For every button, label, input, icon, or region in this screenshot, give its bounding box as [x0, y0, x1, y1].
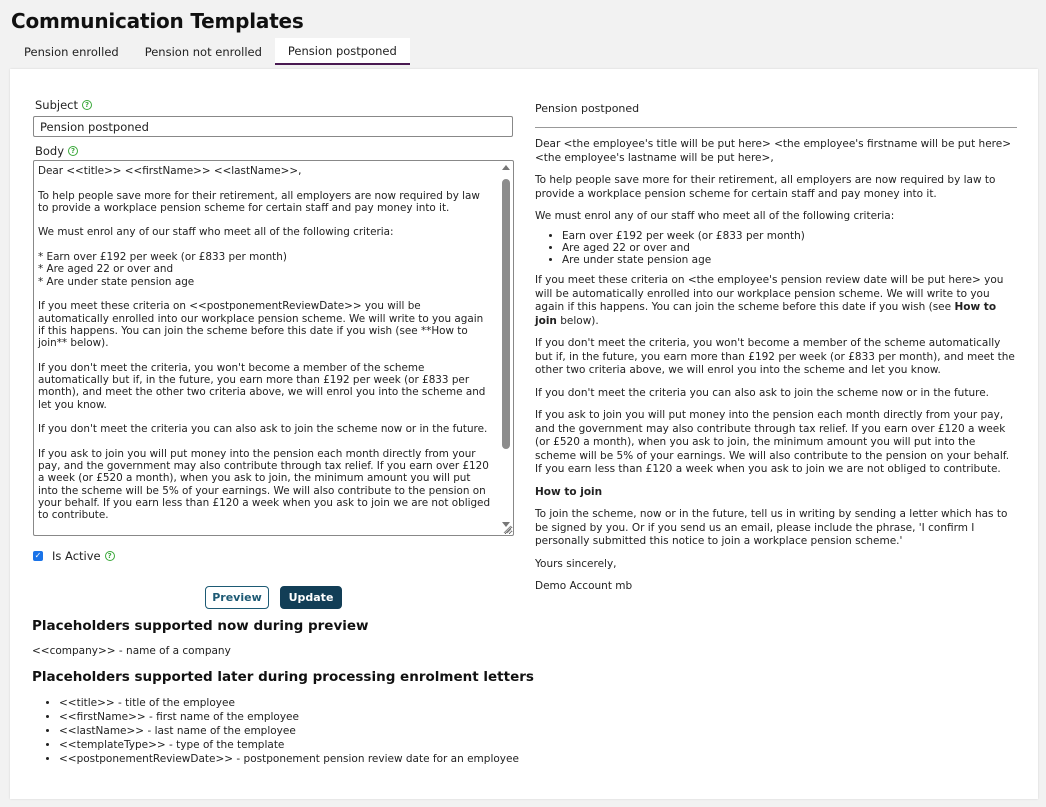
preview-paragraph: To help people save more for their retirement, all employers are now required by law to provide a workplace pension scheme for certain staff and pay money into it.: [535, 174, 996, 200]
preview-button[interactable]: Preview: [205, 586, 269, 609]
preview-subheading: [535, 486, 1017, 500]
preview-greeting: Dear <the employee's title will be put here> <the employee's firstname will be put here> <the employee's lastname will be put here>,: [535, 138, 1011, 164]
preview-bold-text: How to join: [535, 301, 997, 327]
checkbox-check-icon: ✓: [34, 551, 42, 560]
placeholder-now-item: <<company>> - name of a company: [32, 645, 231, 657]
scroll-up-icon[interactable]: [502, 165, 510, 170]
list-item: • <<templateType>> - type of the template: [59, 738, 519, 752]
resize-grip-icon[interactable]: [502, 524, 512, 534]
list-item: • Are under state pension age: [562, 254, 1017, 266]
list-item: • <<title>> - title of the employee: [59, 696, 519, 710]
preview-signature: Demo Account mb: [535, 580, 633, 593]
preview-criteria-list: [535, 230, 1017, 267]
preview-bold-text: How to join: [535, 485, 603, 498]
subject-input[interactable]: [33, 116, 513, 137]
body-label: Body: [35, 144, 65, 158]
preview-paragraph: [535, 274, 1017, 328]
tab-pension-enrolled[interactable]: Pension enrolled: [24, 44, 119, 59]
help-icon[interactable]: ?: [82, 100, 92, 110]
preview-paragraph: If you don't meet the criteria, you won't become a member of the scheme automatically but if, in the future, you earn more than £192 per week (or £833 per month), and meet the other two criteria above, we will enrol you into the scheme and let you know.: [535, 337, 1015, 377]
is-active-label-row: [52, 549, 115, 563]
help-icon[interactable]: ?: [105, 551, 115, 561]
placeholders-later-heading: Placeholders supported later during processing enrolment letters: [32, 669, 534, 685]
body-label-row: [35, 144, 78, 158]
preview-closing: Yours sincerely,: [535, 557, 617, 570]
preview-text: If you meet these criteria on <the employee's pension review date will be put here> you will be automatically enrolled into our workplace pension scheme. We will write to you again if this happens. You can join the scheme before this date if you wish (see: [535, 274, 1004, 314]
body-scrollbar[interactable]: [501, 163, 511, 529]
scrollbar-thumb[interactable]: [502, 179, 510, 449]
preview-text: below).: [556, 314, 599, 327]
preview-paragraph: We must enrol any of our staff who meet all of the following criteria:: [535, 210, 895, 222]
preview-title: Pension postponed: [535, 102, 640, 115]
body-textarea[interactable]: Dear <<title>> <<firstName>> <<lastName>>, To help people save more for their retirement, all employers are now required by law to provide a workplace pension scheme for certain staff and pay money into it. We must enrol any of our staff who meet all of the following criteria: * Earn over £192 per week (or £833 per month) * Are aged 22 or over and * Are under state pension age If you meet these criteria on <<postponementReviewDate>> you will be automatically enrolled into our workplace pension scheme. We will write to you again if this happens. You can join the scheme before this date if you wish (see **How to join** below). If you don't meet the criteria, you won't become a member of the scheme automatically but if, in the future, you earn more than £192 per week (or £833 per month), and meet the other two criteria above, we will enrol you into the scheme and let you know. If you don't meet the criteria you can also ask to join the scheme now or in the future. If you ask to join you will put money into the pension each month directly from your pay, and the government may also contribute through tax relief. If you earn over £120 a week (or £520 a month), when you ask to join, the minimum amount you will put into the scheme will be 5% of your earnings. We will also contribute to the pension on your behalf. If you earn less than £120 a week when you ask to join we are not obliged to contribute.: [33, 160, 514, 536]
update-button[interactable]: Update: [280, 586, 342, 609]
template-editor-card: [10, 69, 1038, 799]
subject-label-row: [35, 98, 92, 112]
placeholders-later-list: [32, 696, 519, 766]
tab-pension-not-enrolled[interactable]: Pension not enrolled: [144, 44, 262, 59]
placeholders-now-heading: Placeholders supported now during preview: [32, 618, 369, 634]
preview-paragraph: If you ask to join you will put money into the pension each month directly from your pay, and the government may also contribute through tax relief. If you earn over £120 a week (or £520 a month), when you ask to join, the minimum amount you will put into the scheme will be 5% of your earnings. We will also contribute to the pension on your behalf. If you earn less than £120 a week when you ask to join we are not obliged to contribute.: [535, 409, 1010, 476]
template-tabs: [11, 38, 410, 65]
subject-label: Subject: [35, 98, 78, 112]
help-icon[interactable]: ?: [68, 146, 78, 156]
preview-divider: [535, 127, 1017, 128]
preview-paragraph: If you don't meet the criteria you can also ask to join the scheme now or in the future.: [535, 386, 989, 399]
tab-pension-postponed[interactable]: Pension postponed: [275, 38, 410, 65]
preview-paragraph: To join the scheme, now or in the future, tell us in writing by sending a letter which has to be signed by you. Or if you send us an email, please include the phrase, 'I confirm I personally submitted this notice to join a workplace pension scheme.': [535, 508, 1008, 548]
list-item: • Earn over £192 per week (or £833 per month): [562, 230, 1017, 242]
is-active-checkbox[interactable]: [33, 551, 43, 561]
list-item: • Are aged 22 or over and: [562, 242, 1017, 254]
page-title: Communication Templates: [11, 9, 304, 33]
letter-preview: [535, 102, 1017, 603]
list-item: • <<postponementReviewDate>> - postponement pension review date for an employee: [59, 752, 519, 766]
list-item: • <<lastName>> - last name of the employee: [59, 724, 519, 738]
list-item: • <<firstName>> - first name of the employee: [59, 710, 519, 724]
is-active-label: Is Active: [52, 549, 101, 563]
